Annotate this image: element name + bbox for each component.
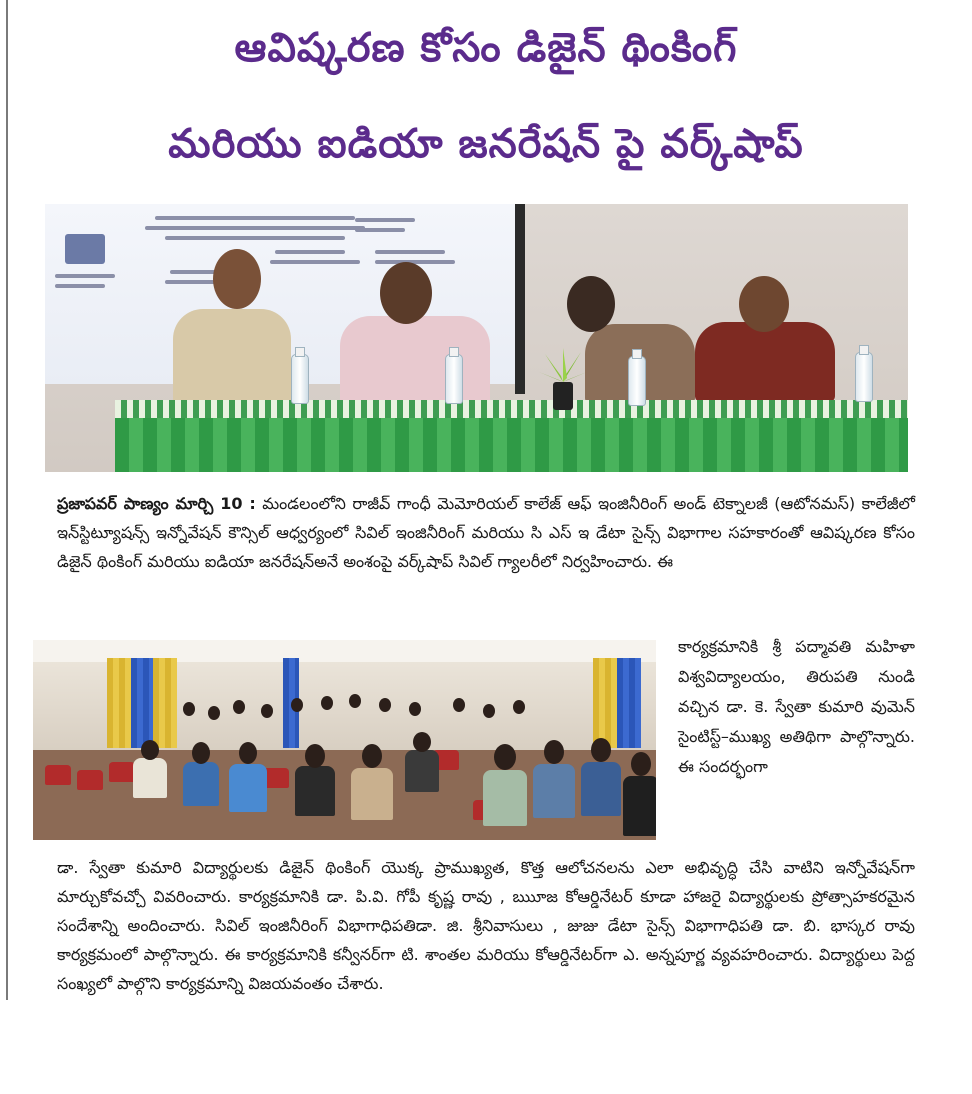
audience-photo (33, 640, 656, 840)
paragraph-1-text: మండలంలోని రాజీవ్ గాంధీ మెమోరియల్ కాలేజ్ ఆఫ్ ఇంజినీరింగ్ అండ్ టెక్నాలజీ (ఆటోనమస్) కాలేజీలో ఇన్‌స్టిట్యూషన్స్ ఇన్నోవేషన్ కౌన్సిల్ ఆధ్వర్యంలో సివిల్ ఇంజినీరింగ్ మరియు సి ఎస్ ఇ డేటా సైన్స్ విభాగాల సహకారంతో ఆవిష్కరణ కోసం డిజైన్ థింకింగ్ మరియు ఐడియా జనరేషన్‌అనే అంశంపై వర్క్‌షాప్ సివిల్ గ్యాలరీలో నిర్వహించారు. ఈ (57, 494, 915, 571)
article-paragraph-2 (57, 853, 915, 998)
screen-frame (515, 204, 525, 394)
dateline: ప్రజాపవర్ పాణ్యం మార్చి 10 : (57, 494, 256, 513)
curtain-blue (617, 658, 641, 748)
article-side-column (678, 632, 915, 782)
page-left-rule (6, 0, 8, 1000)
auditorium-seat (45, 765, 71, 785)
side-column-text: కార్యక్రమానికి శ్రీ పద్మావతి మహిళా విశ్వవిద్యాలయం, తిరుపతి నుండి వచ్చిన డా. కె. స్వేతా కుమారి వుమెన్ సైంటిస్ట్–ముఖ్య అతిథిగా పాల్గొన్నారు. ఈ సందర్భంగా (678, 637, 915, 776)
curtain-yellow (107, 658, 131, 748)
potted-plant-icon (535, 342, 591, 418)
auditorium-seat (109, 762, 135, 782)
water-bottle-icon (445, 354, 463, 404)
water-bottle-icon (855, 352, 873, 402)
headline-line-2: మరియు ఐడియా జనరేషన్ పై వర్క్‌షాప్ (168, 121, 804, 167)
auditorium-seat (77, 770, 103, 790)
article-paragraph-1 (57, 489, 915, 576)
curtain-yellow (153, 658, 177, 748)
paragraph-2-text: డా. స్వేతా కుమారి విద్యార్థులకు డిజైన్ థింకింగ్ యొక్క ప్రాముఖ్యత, కొత్త ఆలోచనలను ఎలా అభివృద్ధి చేసి వాటిని ఇన్నోవేషన్‌గా మార్చుకోవచ్చో వివరించారు. కార్యక్రమానికి డా. పి.వి. గోపీ కృష్ణ రావు , ఋూజ కోఆర్డినేటర్ కూడా హాజరై విద్యార్థులకు ప్రోత్సాహకరమైన సందేశాన్ని అందించారు. సివిల్ ఇంజినీరింగ్ విభాగాధిపతిడా. జి. శ్రీనివాసులు , జుజు డేటా సైన్స్ విభాగాధిపతి డా. బి. భాస్కర రావు కార్యక్రమంలో పాల్గొన్నారు. ఈ కార్యక్రమానికి కన్వీనర్‌గా టి. శాంతల మరియు కోఆర్డినేటర్‌గా ఎ. అన్నపూర్ణ వ్యవహరించారు. విద్యార్థులు పెద్ద సంఖ్యలో పాల్గొని కార్యక్రమాన్ని విజయవంతం చేశారు. (57, 858, 915, 993)
water-bottle-icon (291, 354, 309, 404)
headline-line-1: ఆవిష్కరణ కోసం డిజైన్ థింకింగ్ (234, 25, 738, 71)
curtain-yellow (593, 658, 617, 748)
tablecloth-edge (115, 400, 908, 418)
water-bottle-icon (628, 356, 646, 406)
speakers-photo (45, 204, 908, 472)
curtain-blue (131, 658, 155, 748)
